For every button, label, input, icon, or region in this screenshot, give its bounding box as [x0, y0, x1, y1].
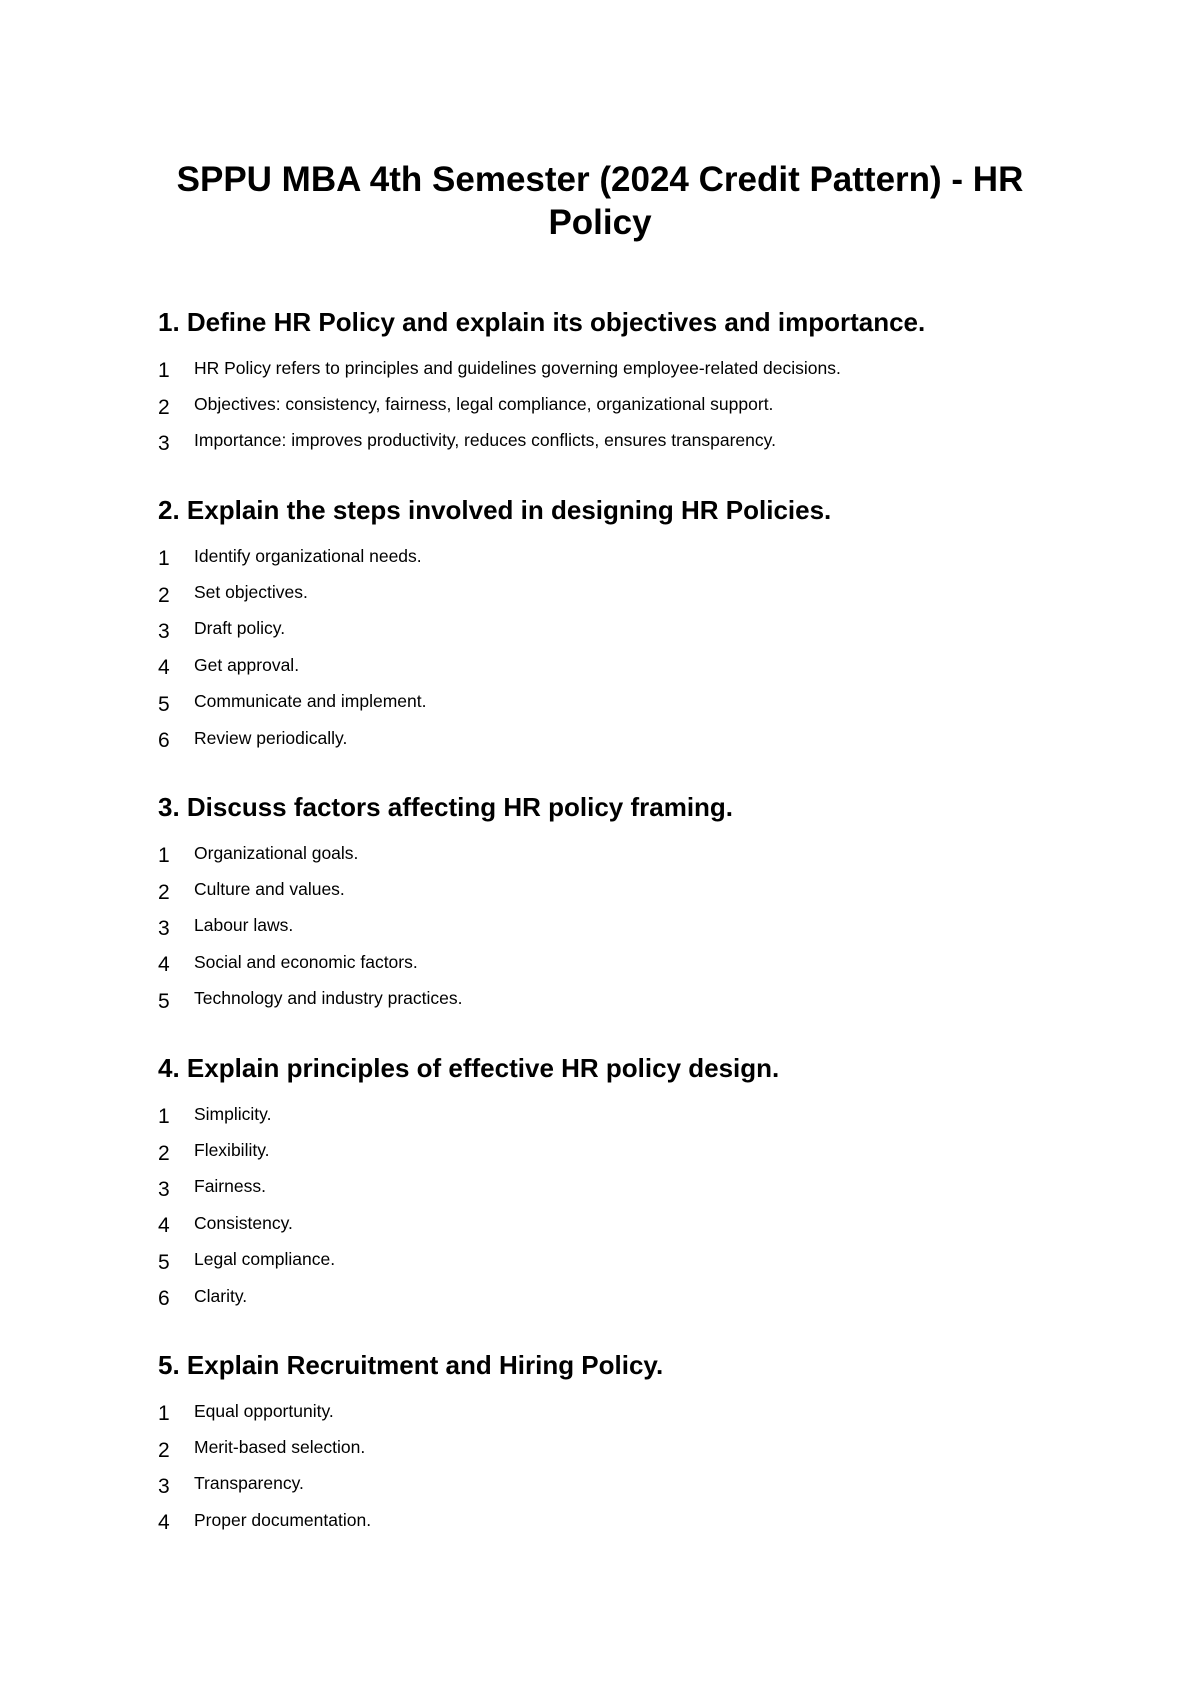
item-number: 3 [158, 431, 170, 455]
item-number: 5 [158, 989, 170, 1013]
list-item [158, 1169, 1058, 1205]
item-text: Equal opportunity. [194, 1400, 334, 1421]
item-number: 3 [158, 619, 170, 643]
item-number: 6 [158, 1287, 170, 1311]
item-number: 4 [158, 1511, 170, 1535]
item-text: Objectives: consistency, fairness, legal compliance, organizational support. [194, 394, 774, 415]
item-list [158, 538, 1058, 756]
item-number: 3 [158, 1177, 170, 1201]
list-item [158, 611, 1058, 647]
item-text: Flexibility. [194, 1140, 270, 1161]
page-title: SPPU MBA 4th Semester (2024 Credit Pattern) - HR Policy [176, 160, 1024, 242]
list-item [158, 1429, 1058, 1465]
item-list [158, 1096, 1058, 1314]
list-item [158, 1502, 1058, 1538]
section-heading: 1. Define HR Policy and explain its objectives and importance. [158, 307, 926, 337]
item-number: 1 [158, 547, 170, 571]
list-item [158, 871, 1058, 907]
list-item [158, 423, 1058, 459]
section-heading: 2. Explain the steps involved in designing HR Policies. [158, 495, 832, 525]
item-number: 2 [158, 583, 170, 607]
item-text: Set objectives. [194, 582, 308, 603]
list-item [158, 350, 1058, 386]
item-text: Proper documentation. [194, 1509, 372, 1530]
list-item [158, 1242, 1058, 1278]
item-number: 1 [158, 1402, 170, 1426]
item-list [158, 350, 1058, 459]
list-item [158, 1278, 1058, 1314]
item-text: Consistency. [194, 1212, 293, 1233]
list-item [158, 1132, 1058, 1168]
item-number: 4 [158, 656, 170, 680]
section-heading: 3. Discuss factors affecting HR policy framing. [158, 792, 734, 822]
item-text: Social and economic factors. [194, 951, 418, 972]
item-number: 1 [158, 359, 170, 383]
item-number: 2 [158, 880, 170, 904]
item-list [158, 835, 1058, 1017]
section-3 [158, 791, 1058, 1017]
list-item [158, 944, 1058, 980]
list-item [158, 684, 1058, 720]
list-item [158, 538, 1058, 574]
item-text: Labour laws. [194, 915, 294, 936]
section-heading: 4. Explain principles of effective HR policy design. [158, 1053, 780, 1083]
item-number: 2 [158, 1438, 170, 1462]
section-heading: 5. Explain Recruitment and Hiring Policy. [158, 1350, 664, 1380]
item-number: 5 [158, 1250, 170, 1274]
section-1 [158, 306, 1058, 459]
list-item [158, 908, 1058, 944]
item-number: 5 [158, 692, 170, 716]
item-number: 1 [158, 1105, 170, 1129]
item-text: Fairness. [194, 1176, 266, 1197]
item-number: 1 [158, 844, 170, 868]
item-number: 3 [158, 916, 170, 940]
item-number: 2 [158, 1141, 170, 1165]
item-list [158, 1393, 1058, 1539]
item-text: Merit-based selection. [194, 1437, 366, 1458]
list-item [158, 647, 1058, 683]
item-text: Identify organizational needs. [194, 545, 422, 566]
section-5 [158, 1349, 1058, 1539]
item-text: Importance: improves productivity, reduces conflicts, ensures transparency. [194, 430, 776, 451]
item-text: Transparency. [194, 1473, 304, 1494]
item-text: Review periodically. [194, 727, 348, 748]
item-number: 4 [158, 953, 170, 977]
list-item [158, 835, 1058, 871]
list-item [158, 1466, 1058, 1502]
list-item [158, 1096, 1058, 1132]
section-4 [158, 1052, 1058, 1314]
item-text: Simplicity. [194, 1103, 272, 1124]
item-text: HR Policy refers to principles and guidelines governing employee-related decisions. [194, 357, 841, 378]
item-text: Get approval. [194, 654, 300, 675]
list-item [158, 1205, 1058, 1241]
item-text: Draft policy. [194, 618, 286, 639]
item-number: 4 [158, 1214, 170, 1238]
list-item [158, 386, 1058, 422]
list-item [158, 574, 1058, 610]
item-text: Technology and industry practices. [194, 988, 463, 1009]
item-number: 2 [158, 395, 170, 419]
item-text: Communicate and implement. [194, 691, 427, 712]
list-item [158, 720, 1058, 756]
item-text: Culture and values. [194, 879, 345, 900]
item-number: 6 [158, 729, 170, 753]
list-item [158, 1393, 1058, 1429]
section-2 [158, 494, 1058, 756]
item-text: Organizational goals. [194, 842, 359, 863]
list-item [158, 981, 1058, 1017]
item-text: Legal compliance. [194, 1249, 336, 1270]
item-number: 3 [158, 1474, 170, 1498]
item-text: Clarity. [194, 1285, 248, 1306]
